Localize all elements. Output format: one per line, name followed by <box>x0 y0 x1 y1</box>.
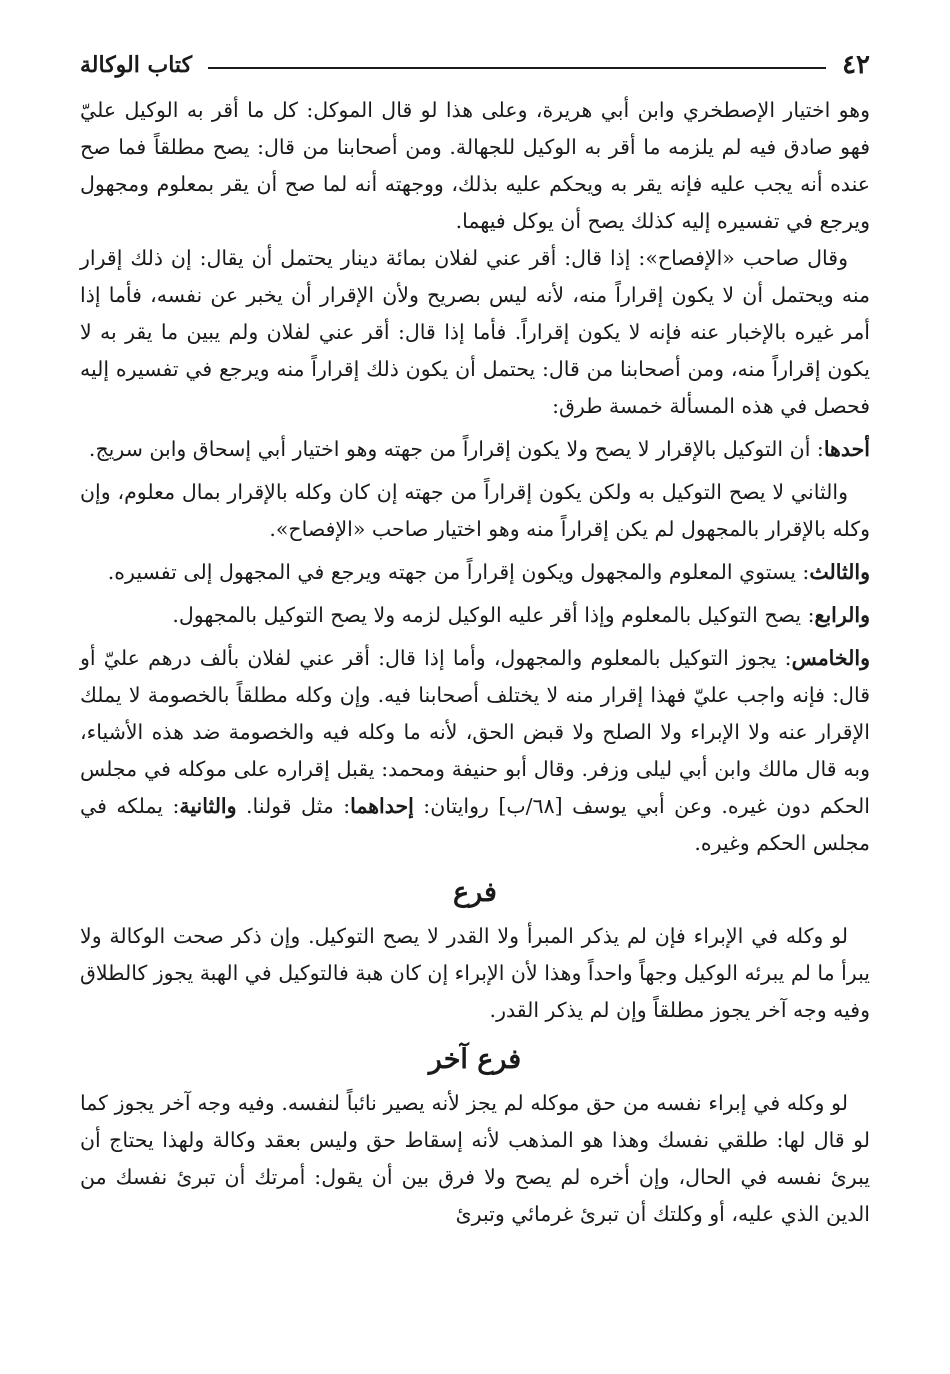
section-heading-another-branch: فرع آخر <box>428 1044 522 1075</box>
narration-one-text: : مثل قولنا. <box>236 794 351 818</box>
paragraph-fifth-way <box>80 640 870 862</box>
paragraph-1: وهو اختيار الإصطخري وابن أبي هريرة، وعلى هذا لو قال الموكل: كل ما أقر به الوكيل عليّ فهو صادق فيه لم يلزمه ما أقر به الوكيل للجهالة. ومن أصحابنا من قال: يصح مطلقاً فما صح عنده أنه يجب عليه فإنه يقر به ويحكم عليه بذلك، ووجهته أنه لما صح أن يقر بمعلوم ومجهول ويرجع في تفسيره إليه كذلك يصح أن يوكل فيهما. <box>80 98 870 233</box>
paragraph-fourth-way <box>80 597 870 634</box>
fourth-way-label: والرابع <box>814 603 870 627</box>
first-way-text: : أن التوكيل بالإقرار لا يصح ولا يكون إقراراً من جهته وهو اختيار أبي إسحاق وابن سريج. <box>88 437 824 461</box>
third-way-label: والثالث <box>809 560 870 584</box>
section-another-branch-text <box>80 1085 870 1233</box>
another-branch-text: لو وكله في إبراء نفسه من حق موكله لم يجز لأنه يصير نائباً لنفسه. وفيه وجه آخر يجوز كما لو قال لها: طلقي نفسك وهذا هو المذهب لأنه إسقاط حق وليس بعقد وكالة ولهذا يحتاج أن يبرئ نفسه في الحال، وإن أخره لم يصح ولا فرق بين أن يقول: أمرتك أن تبرئ نفسك من الدين الذي عليه، أو وكلتك أن تبرئ غرمائي وتبرئ <box>80 1091 870 1226</box>
page-number: ٤٢ <box>842 50 870 80</box>
book-title: كتاب الوكالة <box>80 52 193 78</box>
branch-text: لو وكله في الإبراء فإن لم يذكر المبرأ ولا القدر لا يصح التوكيل. وإن ذكر صحت الوكالة ولا يبرأ ما لم يبرئه الوكيل وجهاً واحداً وهذا لأن الإبراء إن كان هبة فالتوكيل في الهبة يجوز كالطلاق وفيه وجه آخر يجوز مطلقاً وإن لم يذكر القدر. <box>80 924 870 1022</box>
narration-two-text: : يملكه في مجلس الحكم وغيره. <box>80 794 870 855</box>
paragraph-2-text: وقال صاحب «الإفصاح»: إذا قال: أقر عني لفلان بمائة دينار يحتمل أن يقال: إن ذلك إقرار منه ويحتمل أن لا يكون إقراراً منه، لأنه ليس بصريح ولأن الإقرار أن يخبر عن نفسه، فأما إذا أمر غيره بالإخبار عنه فإنه لا يكون إقراراً. فأما إذا قال: أقر عني لفلان ولم يبين ما يقر به لا يكون إقراراً منه، ومن أصحابنا من قال: يحتمل أن يكون ذلك إقراراً منه ويرجع في تفسيره إليه فحصل في هذه المسألة خمسة طرق: <box>80 246 870 418</box>
narration-two-label: والثانية <box>179 794 237 818</box>
page-header <box>80 40 870 90</box>
third-way-text: : يستوي المعلوم والمجهول ويكون إقراراً من جهته ويرجع في المجهول إلى تفسيره. <box>107 560 810 584</box>
book-page <box>80 40 870 1233</box>
header-rule <box>208 67 826 69</box>
second-way-text: والثاني لا يصح التوكيل به ولكن يكون إقراراً من جهته إن كان وكله بالإقرار بمال معلوم، وإن وكله بالإقرار بالمجهول لم يكن إقراراً منه وهو اختيار صاحب «الإفصاح». <box>80 480 870 541</box>
paragraph-third-way <box>80 554 870 591</box>
fifth-way-text: : يجوز التوكيل بالمعلوم والمجهول، وأما إذا قال: أقر عني لفلان بألف درهم عليّ أو قال: فإنه واجب عليّ فهذا إقرار منه لا يختلف أصحابنا فيه. وإن وكله مطلقاً بالخصومة لا يملك الإقرار عنه ولا الإبراء ولا الصلح ولا قبض الحق، لأنه ما وكله فيه والخصومة ضد هذه الأشياء، وبه قال مالك وابن أبي ليلى وزفر. وقال أبو حنيفة ومحمد: يقبل إقراره على موكله في مجلس الحكم دون غيره. وعن أبي يوسف [٦٨/ب] روايتان: <box>80 646 870 818</box>
fifth-way-label: والخامس <box>791 646 870 670</box>
section-branch-text <box>80 918 870 1029</box>
fourth-way-text: : يصح التوكيل بالمعلوم وإذا أقر عليه الوكيل لزمه ولا يصح التوكيل بالمجهول. <box>172 603 815 627</box>
first-way-label: أحدها <box>823 437 870 461</box>
paragraph-2 <box>80 240 870 425</box>
narration-one-label: إحداهما <box>350 794 414 818</box>
section-heading-branch: فرع <box>453 877 497 908</box>
paragraph-first-way <box>80 431 870 468</box>
paragraph-second-way <box>80 474 870 548</box>
